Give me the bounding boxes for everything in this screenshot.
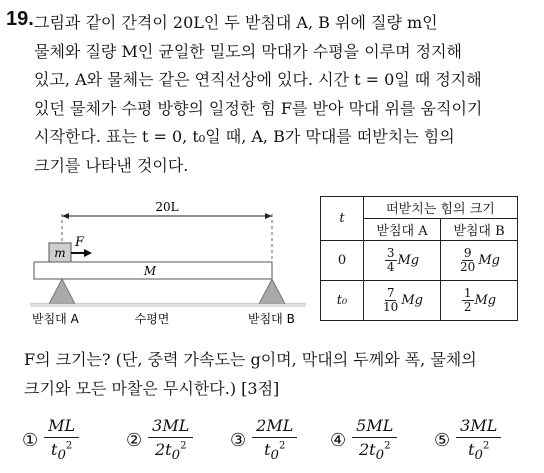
question-stem	[34, 9, 538, 180]
answer-choices	[22, 412, 537, 468]
table-header: 떠받치는 힘의 크기	[364, 197, 518, 219]
choice-fraction: $\frac{3ML}{t_0^2}$	[456, 416, 501, 463]
stem-line: 시작한다. 표는 t = 0, t₀일 때, A, B가 막대를 떠받치는 힘의	[34, 127, 455, 146]
choice-marker: ①	[22, 429, 39, 451]
choice-1[interactable]	[22, 412, 79, 468]
table-row	[321, 241, 518, 281]
stem-line: 있던 물체가 수평 방향의 일정한 힘 F를 받아 막대 위를 움직이기	[34, 98, 483, 118]
ground-label: 수평면	[134, 312, 170, 326]
stem-line: 있고, A와 물체는 같은 연직선상에 있다. 시간 t = 0일 때 정지해	[34, 70, 482, 89]
force-label: F	[75, 235, 85, 250]
ground-hatch	[30, 304, 306, 307]
support-b	[259, 279, 285, 304]
table-cell-a: $\frac{3}{4}$ Mg	[364, 241, 441, 281]
force-arrowhead	[84, 249, 92, 257]
choice-2[interactable]	[126, 412, 193, 468]
choice-4[interactable]	[330, 412, 397, 468]
support-a-label: 받침대 A	[32, 312, 79, 326]
choice-fraction: $\frac{5ML}{2t_0^2}$	[352, 416, 397, 463]
table-cell-t: 0	[321, 241, 364, 281]
question-number: 19.	[6, 8, 34, 30]
choice-5[interactable]	[434, 412, 501, 468]
stem-line: 크기를 나타낸 것이다.	[34, 155, 189, 175]
table-cell-a: $\frac{7}{10}$ Mg	[364, 281, 441, 321]
choice-marker: ②	[126, 429, 143, 451]
table-cell-b: $\frac{9}{20}$ Mg	[441, 241, 518, 281]
table-row	[321, 281, 518, 321]
support-a	[49, 279, 75, 304]
bar-label: M	[143, 264, 157, 278]
table-col-t: t	[321, 197, 364, 241]
support-b-label: 받침대 B	[248, 312, 295, 326]
dimension-arrow-right	[265, 213, 272, 219]
force-table	[320, 196, 518, 321]
table-subheader-a: 받침대 A	[364, 219, 441, 241]
choice-marker: ③	[230, 429, 247, 451]
choice-marker: ④	[330, 429, 347, 451]
stem-line: 그림과 같이 간격이 20L인 두 받침대 A, B 위에 질량 m인	[34, 13, 438, 32]
stem-line: 물체와 질량 M인 균일한 밀도의 막대가 수평을 이루며 정지해	[34, 41, 463, 61]
choice-3[interactable]	[230, 412, 297, 468]
table-cell-t: t₀	[321, 281, 364, 321]
choice-fraction: $\frac{3ML}{2t_0^2}$	[148, 416, 193, 463]
dimension-label: 20L	[155, 200, 179, 214]
choice-fraction: $\frac{2ML}{t_0^2}$	[252, 416, 297, 463]
physics-diagram	[22, 196, 312, 336]
block-label: m	[54, 246, 66, 260]
sub-question-line: F의 크기는? (단, 중력 가속도는 g이며, 막대의 두께와 폭, 물체의	[24, 350, 477, 369]
table-subheader-b: 받침대 B	[441, 219, 518, 241]
sub-question-line: 크기와 모든 마찰은 무시한다.) [3점]	[24, 379, 280, 398]
choice-fraction: $\frac{ML}{t_0^2}$	[44, 416, 79, 463]
choice-marker: ⑤	[434, 429, 451, 451]
table-cell-b: $\frac{1}{2}$ Mg	[441, 281, 518, 321]
dimension-arrow-left	[62, 213, 69, 219]
sub-question	[24, 345, 539, 403]
